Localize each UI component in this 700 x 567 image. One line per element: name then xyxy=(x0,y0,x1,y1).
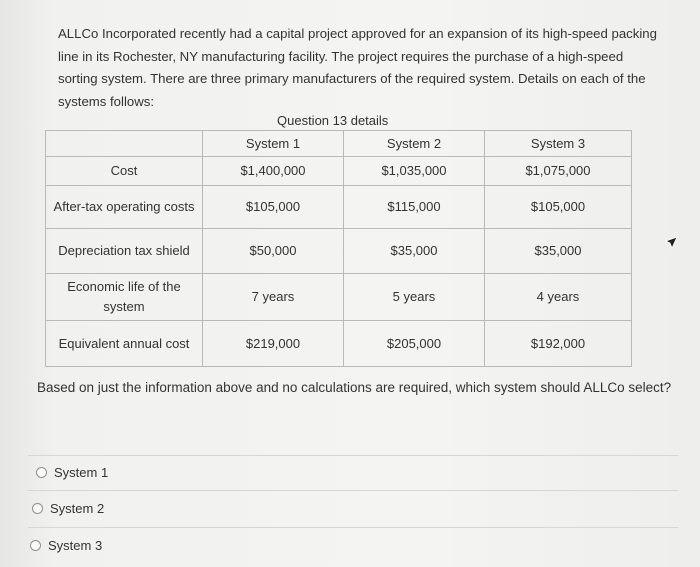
table-cell: $219,000 xyxy=(203,321,344,367)
system-details-table xyxy=(45,130,632,367)
table-cell: 4 years xyxy=(485,274,632,321)
table-cell: $105,000 xyxy=(203,186,344,229)
row-label: Equivalent annual cost xyxy=(46,321,203,367)
option-label: System 3 xyxy=(48,538,103,553)
table-row xyxy=(46,186,632,229)
table-cell: 5 years xyxy=(344,274,485,321)
header-system-2: System 2 xyxy=(344,131,485,157)
question-prompt: Based on just the information above and no calculations are required, which system should ALLCo select? xyxy=(37,380,672,395)
table-cell: 7 years xyxy=(203,274,344,321)
table-cell: $35,000 xyxy=(485,229,632,274)
header-system-1: System 1 xyxy=(203,131,344,157)
table-row xyxy=(46,321,632,367)
radio-unchecked-icon[interactable] xyxy=(32,503,43,514)
row-label: Depreciation tax shield xyxy=(46,229,203,274)
option-label: System 2 xyxy=(50,501,105,516)
table-cell: $35,000 xyxy=(344,229,485,274)
option-divider xyxy=(28,490,678,491)
table-cell: $192,000 xyxy=(485,321,632,367)
table-cell: $1,400,000 xyxy=(203,157,344,186)
question-intro: ALLCo Incorporated recently had a capital project approved for an expansion of its high-speed packing line in its Rochester, NY manufacturing facility. The project requires the purchase of a high-speed sorting system. There are three primary manufacturers of the required system. Details on each of the systems follows: xyxy=(58,26,657,109)
row-label: Cost xyxy=(46,157,203,186)
option-divider xyxy=(28,455,678,456)
table-header-row xyxy=(46,131,632,157)
table-cell: $1,035,000 xyxy=(344,157,485,186)
radio-unchecked-icon[interactable] xyxy=(36,467,47,478)
option-label: System 1 xyxy=(54,465,109,480)
option-system-1[interactable] xyxy=(36,465,108,480)
row-label: Economic life of the system xyxy=(46,274,203,321)
mouse-cursor-icon xyxy=(664,236,678,250)
header-cell-empty xyxy=(46,131,203,157)
option-system-2[interactable] xyxy=(32,501,104,516)
table-row xyxy=(46,274,632,321)
option-divider xyxy=(28,527,678,528)
header-system-3: System 3 xyxy=(485,131,632,157)
table-cell: $105,000 xyxy=(485,186,632,229)
table-cell: $205,000 xyxy=(344,321,485,367)
table-caption: Question 13 details xyxy=(277,113,389,128)
row-label: After-tax operating costs xyxy=(46,186,203,229)
table-row xyxy=(46,157,632,186)
table-row xyxy=(46,229,632,274)
table-cell: $50,000 xyxy=(203,229,344,274)
table-cell: $115,000 xyxy=(344,186,485,229)
table-cell: $1,075,000 xyxy=(485,157,632,186)
radio-unchecked-icon[interactable] xyxy=(30,540,41,551)
option-system-3[interactable] xyxy=(30,538,102,553)
